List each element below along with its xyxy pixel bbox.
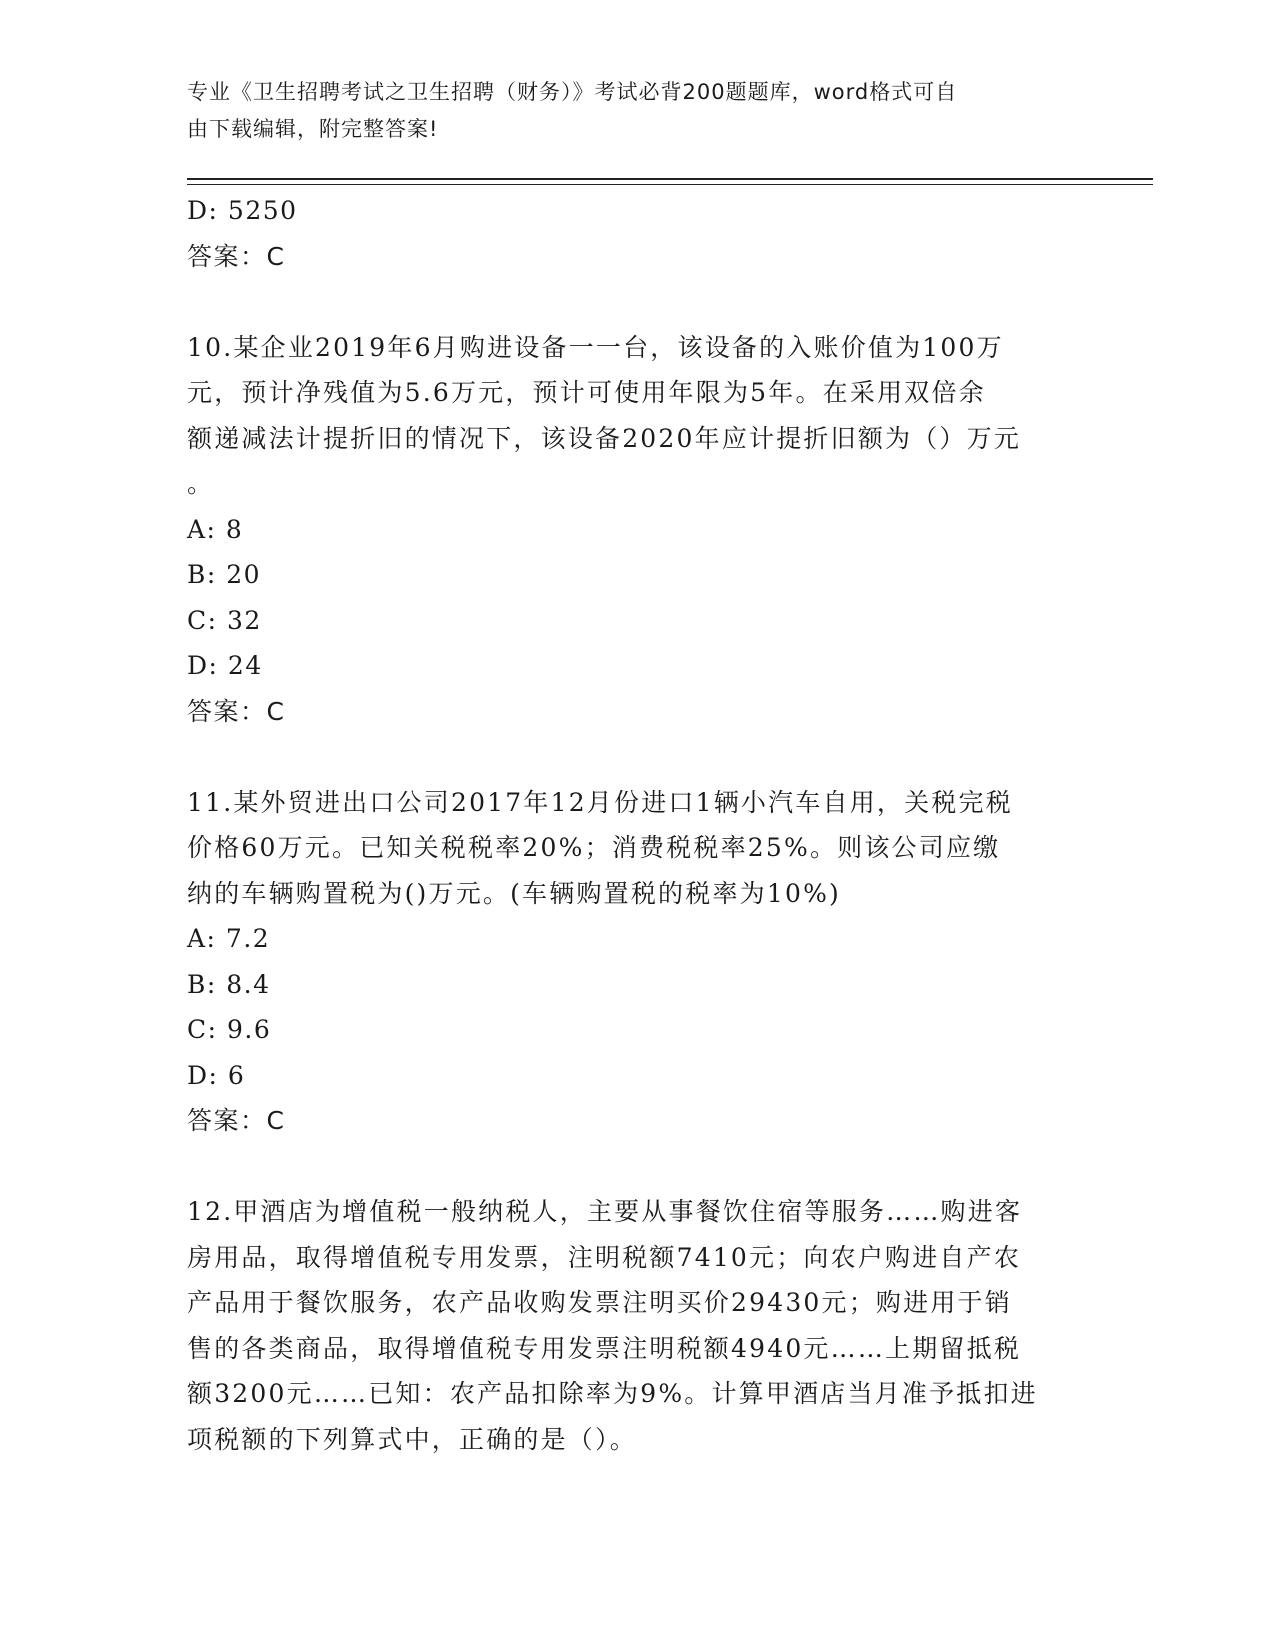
option-a: A: 7.2 [187,924,271,953]
question-text-line: 额递减法计提折旧的情况下，该设备2020年应计提折旧额为（）万元 [187,423,1022,453]
header-line-1: 专业《卫生招聘考试之卫生招聘（财务）》考试必背200题题库，word格式可自 [187,80,958,104]
option-d: D: 24 [187,651,263,680]
question-text-line: 售的各类商品，取得增值税专用发票注明税额4940元……上期留抵税 [187,1333,1022,1363]
spacer [187,279,1087,325]
question-text-line: 11.某外贸进出口公司2017年12月份进口1辆小汽车自用，关税完税 [187,787,1013,817]
header-line-2: 由下载编辑，附完整答案! [187,117,439,141]
question-text-line: 产品用于餐饮服务，农产品收购发票注明买价29430元；购进用于销 [187,1288,1012,1317]
document-body [187,188,1087,1462]
question-text-line: 12.甲酒店为增值税一般纳税人，主要从事餐饮住宿等服务……购进客 [187,1197,1023,1226]
question-text-line: 。 [187,469,215,498]
question-text-line: 价格60万元。已知关税税率20%；消费税税率25%。则该公司应缴 [187,833,1001,862]
answer-line: 答案：C [187,241,286,271]
question-11-options [187,916,1087,1144]
answer-line: 答案：C [187,1106,286,1135]
question-text-line: 项税额的下列算式中，正确的是（）。 [187,1424,637,1454]
question-11 [187,780,1087,917]
spacer [187,734,1087,780]
question-10 [187,325,1087,507]
question-10-options [187,507,1087,735]
question-text-line: 额3200元……已知：农产品扣除率为9%。计算甲酒店当月准予抵扣进 [187,1379,1038,1408]
spacer [187,1144,1087,1190]
option-d: D: 6 [187,1060,246,1090]
question-text-line: 元，预计净残值为5.6万元，预计可使用年限为5年。在采用双倍余 [187,378,986,407]
option-d: D: 5250 [187,196,298,225]
option-b: B: 8.4 [187,969,271,999]
header-rule-thin [187,184,1153,185]
answer-line: 答案：C [187,696,286,726]
question-12 [187,1189,1087,1462]
option-c: C: 32 [187,605,262,635]
question-text-line: 纳的车辆购置税为()万元。(车辆购置税的税率为10%) [187,878,841,908]
document-header [187,74,1067,148]
option-b: B: 20 [187,560,262,589]
previous-question-tail [187,188,1087,279]
option-c: C: 9.6 [187,1015,272,1044]
option-a: A: 8 [187,514,244,544]
header-rule-thick [187,178,1153,180]
question-text-line: 房用品，取得增值税专用发票，注明税额7410元；向农户购进自产农 [187,1242,1022,1272]
question-text-line: 10.某企业2019年6月购进设备一一台，该设备的入账价值为100万 [187,332,1004,362]
